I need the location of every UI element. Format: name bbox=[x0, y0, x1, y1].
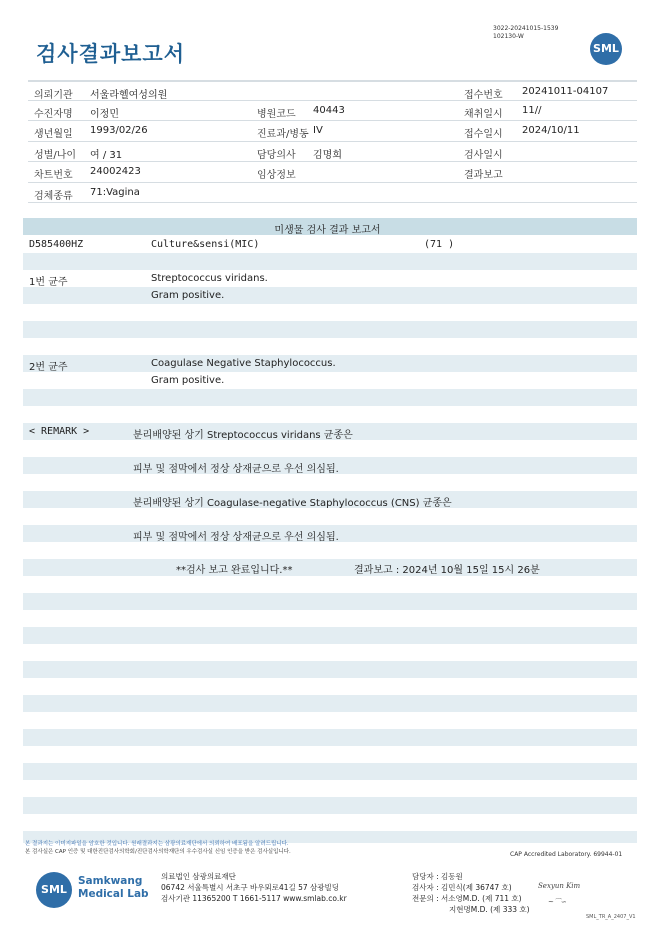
logo-line2: Medical Lab bbox=[78, 888, 149, 900]
org-info bbox=[161, 871, 347, 904]
row-band bbox=[23, 559, 637, 576]
cap-accreditation: CAP Accredited Laboratory. 69944-01 bbox=[510, 851, 623, 858]
organism1-name: Streptococcus viridans. bbox=[151, 273, 268, 284]
chart-no-value: 24002423 bbox=[90, 166, 141, 177]
org-contact: 검사기관 11365200 T 1661-5117 www.smlab.co.kr bbox=[161, 894, 347, 903]
remark-line: 피부 및 점막에서 정상 상재균으로 우선 의심됨. bbox=[133, 464, 339, 475]
sml-logo: SML bbox=[590, 33, 622, 65]
row-band bbox=[23, 287, 637, 304]
dept-value: IV bbox=[313, 125, 323, 136]
birth-label: 생년월일 bbox=[34, 129, 73, 140]
ward-code-value: 40443 bbox=[313, 104, 345, 116]
receipt-date-value: 2024/10/11 bbox=[522, 125, 580, 136]
staff-line: 담당자 : 김동원 bbox=[412, 872, 463, 881]
info-row bbox=[28, 183, 637, 204]
staff-line: 지현명M.D. (제 333 호) bbox=[449, 905, 530, 914]
receipt-no-label: 접수번호 bbox=[464, 90, 503, 101]
row-band bbox=[23, 253, 637, 270]
section-title: 미생물 검사 결과 보고서 bbox=[274, 225, 381, 236]
doctor-label: 담당의사 bbox=[257, 149, 296, 161]
specimen-label: 검체종류 bbox=[34, 190, 73, 202]
remark-line: 분리배양된 상기 Coagulase-negative Staphylococcus (CNS) 균종은 bbox=[133, 498, 452, 509]
dept-label: 진료과/병동 bbox=[257, 129, 309, 140]
receipt-no-value: 20241011-04107 bbox=[522, 86, 609, 97]
info-row bbox=[28, 121, 637, 142]
row-band bbox=[23, 763, 637, 780]
staff-line: 전문의 : 서소영M.D. (제 711 호) bbox=[412, 894, 522, 903]
row-band bbox=[23, 661, 637, 678]
sex-age-value: 여 / 31 bbox=[90, 149, 123, 161]
organism2-gram: Gram positive. bbox=[151, 375, 225, 386]
ward-code-label: 병원코드 bbox=[257, 108, 296, 120]
remark-line: 분리배양된 상기 Streptococcus viridans 균종은 bbox=[133, 430, 353, 441]
row-band bbox=[23, 627, 637, 644]
test-code: D585400HZ bbox=[29, 239, 84, 250]
doctor-value: 김명희 bbox=[313, 149, 342, 161]
footer-logo-text bbox=[78, 875, 149, 901]
remark-line: 피부 및 점막에서 정상 상재균으로 우선 의심됨. bbox=[133, 532, 339, 543]
clinical-label: 임상정보 bbox=[257, 170, 296, 181]
info-row bbox=[28, 101, 637, 122]
disclaimer-line1: 본 결과지는 이미지파일을 암호한 것입니다. 원래결과지는 삼광의료재단에서 의뢰하여 배포됨을 알려드립니다. bbox=[25, 841, 289, 847]
row-band bbox=[23, 729, 637, 746]
logo-line1: Samkwang bbox=[78, 875, 143, 887]
organism2-label: 2번 균주 bbox=[29, 362, 68, 373]
info-row bbox=[28, 142, 637, 163]
test-name: Culture&sensi(MIC) bbox=[151, 239, 260, 250]
staff-line: 검사자 : 김민식(제 36747 호) bbox=[412, 883, 512, 892]
report-complete-text: **검사 보고 완료입니다.** bbox=[176, 565, 293, 576]
row-band bbox=[23, 797, 637, 814]
specimen-value: 71:Vagina bbox=[90, 186, 140, 198]
org-name: 의료법인 삼광의료재단 bbox=[161, 872, 236, 881]
document-code-line2: 102130-W bbox=[493, 33, 524, 40]
document-code bbox=[493, 25, 558, 41]
institution-label: 의뢰기관 bbox=[34, 90, 73, 101]
patient-label: 수진자명 bbox=[34, 108, 73, 120]
row-band bbox=[23, 389, 637, 406]
info-row bbox=[28, 80, 637, 101]
org-address: 06742 서울특별시 서초구 바우뫼로41길 57 삼광빌딩 bbox=[161, 883, 340, 892]
report-title: 검사결과보고서 bbox=[36, 42, 186, 66]
info-row bbox=[28, 162, 637, 183]
organism2-name: Coagulase Negative Staphylococcus. bbox=[151, 358, 336, 369]
disclaimer-line2: 본 검사실은 CAP 인증 및 대한진단검사의학회/진단검사의학재단의 우수검사실 신임 인증을 받은 검사실입니다. bbox=[25, 849, 291, 855]
document-code-line1: 3022-20241015-1539 bbox=[493, 25, 559, 32]
disclaimer bbox=[25, 840, 291, 856]
form-code: SML_TR_A_2407_V1 bbox=[586, 914, 636, 920]
test-number: (71 ) bbox=[424, 239, 455, 250]
institution-value: 서울라헬여성의원 bbox=[90, 90, 168, 101]
row-band bbox=[23, 593, 637, 610]
organism1-gram: Gram positive. bbox=[151, 290, 225, 301]
result-report-label: 결과보고 bbox=[464, 170, 503, 181]
organism1-label: 1번 균주 bbox=[29, 277, 68, 288]
collect-date-label: 채취일시 bbox=[464, 108, 503, 120]
signature-image: Sexyun Kim bbox=[538, 882, 581, 890]
report-time: 결과보고 : 2024년 10월 15일 15시 26분 bbox=[354, 565, 540, 576]
patient-value: 이정민 bbox=[90, 108, 119, 120]
collect-date-value: 11// bbox=[522, 104, 542, 116]
sex-age-label: 성별/나이 bbox=[34, 149, 77, 161]
patient-info-table bbox=[28, 80, 637, 203]
footer-logo-icon: SML bbox=[36, 872, 72, 908]
signature-image: ~⌒∽ bbox=[548, 898, 567, 906]
chart-no-label: 차트번호 bbox=[34, 170, 73, 181]
staff-info bbox=[412, 871, 530, 915]
test-date-label: 검사일시 bbox=[464, 149, 503, 161]
row-band bbox=[23, 321, 637, 338]
birth-value: 1993/02/26 bbox=[90, 125, 148, 136]
receipt-date-label: 접수일시 bbox=[464, 129, 503, 140]
remark-label: < REMARK > bbox=[29, 426, 90, 437]
row-band bbox=[23, 695, 637, 712]
